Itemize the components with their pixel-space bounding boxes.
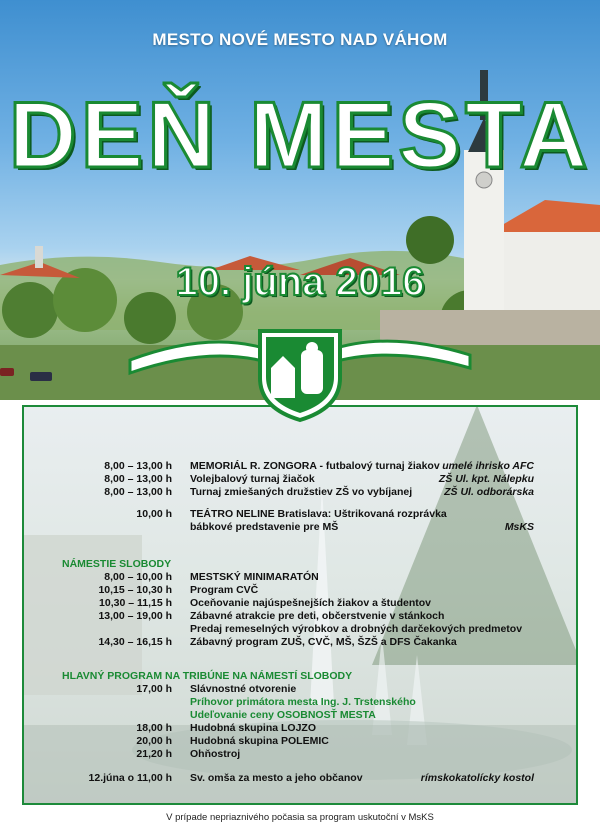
program-row: 14,30 – 16,15 h Zábavný program ZUŠ, CVČ, MŠ, ŠZŠ a DFS Čakanka xyxy=(98,636,457,648)
program-row: 20,00 h Hudobná skupina POLEMIC xyxy=(136,735,329,747)
program-row: 10,15 – 10,30 h Program CVČ xyxy=(98,584,259,596)
program-row: Príhovor primátora mesta Ing. J. Trstenského xyxy=(190,696,416,708)
program-row: 8,00 – 13,00 h Volejbalový turnaj žiačok ZŠ Ul. kpt. Nálepku xyxy=(104,473,534,485)
program-row: bábkové predstavenie pre MŠ MsKS xyxy=(190,521,534,533)
footer-note: V prípade nepriaznivého počasia sa program uskutoční v MsKS xyxy=(166,812,434,823)
program-row: 21,20 h Ohňostroj xyxy=(136,748,241,760)
page-title: DEŇ MESTA xyxy=(8,82,592,187)
section-title: NÁMESTIE SLOBODY xyxy=(62,558,172,570)
program-row: Udeľovanie ceny OSOBNOSŤ MESTA xyxy=(190,709,376,721)
event-date: 10. júna 2016 xyxy=(175,260,425,304)
section-title: HLAVNÝ PROGRAM NA TRIBÚNE NA NÁMESTÍ SLOBODY xyxy=(62,670,353,682)
program-row: 17,00 h Slávnostné otvorenie xyxy=(136,683,297,695)
program-row: 12.júna o 11,00 h Sv. omša za mesto a jeho občanov rímskokatolícky kostol xyxy=(88,772,534,784)
program-row: 10,00 h TEÁTRO NELINE Bratislava: Uštrikovaná rozprávka xyxy=(136,508,447,520)
program-row: 8,00 – 13,00 h MEMORIÁL R. ZONGORA - futbalový turnaj žiakov umelé ihrisko AFC xyxy=(104,460,534,472)
program-row: 13,00 – 19,00 h Zábavné atrakcie pre deti, občerstvenie v stánkoch xyxy=(98,610,445,622)
program-row: 10,30 – 11,15 h Oceňovanie najúspešnejších žiakov a študentov xyxy=(99,597,431,609)
city-title: MESTO NOVÉ MESTO NAD VÁHOM xyxy=(152,30,448,49)
city-crest xyxy=(255,328,345,423)
program-row: 8,00 – 10,00 h MESTSKÝ MINIMARATÓN xyxy=(104,571,319,583)
program-row: 18,00 h Hudobná skupina LOJZO xyxy=(136,722,317,734)
program-row: Predaj remeselných výrobkov a drobných darčekových predmetov xyxy=(190,623,523,635)
program-row: 8,00 – 13,00 h Turnaj zmiešaných družstiev ZŠ vo vybíjanej ZŠ Ul. odborárska xyxy=(104,486,534,498)
